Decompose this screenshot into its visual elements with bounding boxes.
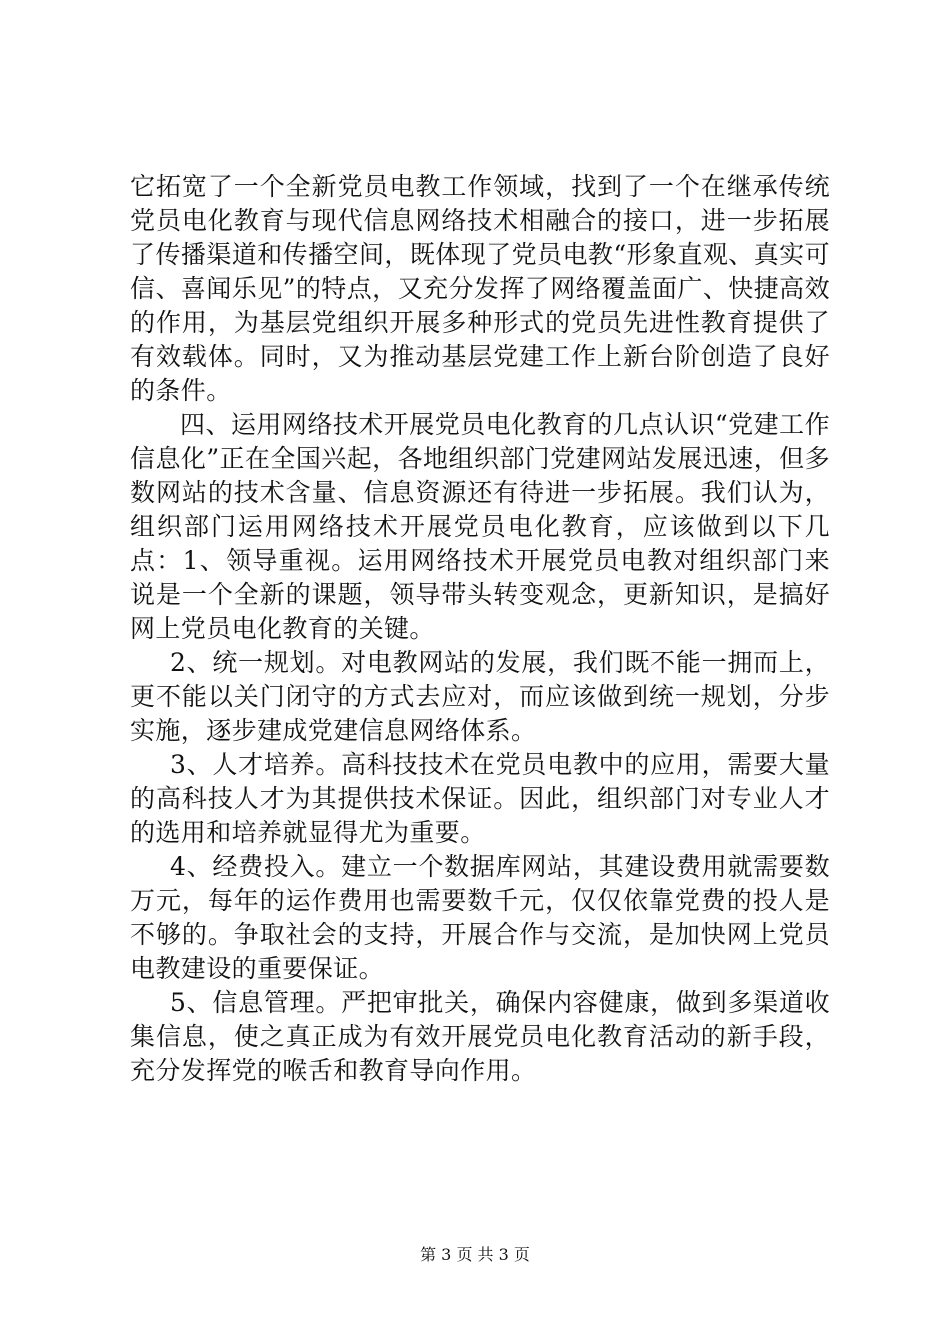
paragraph-item-2: 2、统一规划。对电教网站的发展，我们既不能一拥而上，更不能以关门闭守的方式去应对，而应该做到统一规划，分步实施，逐步建成党建信息网络体系。: [130, 648, 830, 745]
document-body: [130, 170, 830, 1088]
paragraph-item-3: 3、人才培养。高科技技术在党员电教中的应用，需要大量的高科技人才为其提供技术保证。因此，组织部门对专业人才的选用和培养就显得尤为重要。: [130, 750, 830, 847]
page-number-label: 第 3 页 共 3 页: [420, 1245, 530, 1264]
paragraph-section-four: 四、运用网络技术开展党员电化教育的几点认识“党建工作信息化”正在全国兴起，各地组织部门党建网站发展迅速，但多数网站的技术含量、信息资源还有待进一步拓展。我们认为，组织部门运用网络技术开展党员电化教育，应该做到以下几点：1、领导重视。运用网络技术开展党员电教对组织部门来说是一个全新的课题，领导带头转变观念，更新知识，是搞好网上党员电化教育的关键。: [130, 410, 830, 643]
paragraph-item-4: 4、经费投入。建立一个数据库网站，其建设费用就需要数万元，每年的运作费用也需要数千元，仅仅依靠党费的投人是不够的。争取社会的支持，开展合作与交流，是加快网上党员电教建设的重要保证。: [130, 852, 830, 983]
paragraph-intro: 它拓宽了一个全新党员电教工作领域，找到了一个在继承传统党员电化教育与现代信息网络技术相融合的接口，进一步拓展了传播渠道和传播空间，既体现了党员电教“形象直观、真实可信、喜闻乐见”的特点，又充分发挥了网络覆盖面广、快捷高效的作用，为基层党组织开展多种形式的党员先进性教育提供了有效载体。同时，又为推动基层党建工作上新台阶创造了良好的条件。: [130, 172, 830, 405]
paragraph-item-5: 5、信息管理。严把审批关，确保内容健康，做到多渠道收集信息，使之真正成为有效开展党员电化教育活动的新手段，充分发挥党的喉舌和教育导向作用。: [130, 988, 830, 1085]
page-footer: [0, 1244, 950, 1266]
